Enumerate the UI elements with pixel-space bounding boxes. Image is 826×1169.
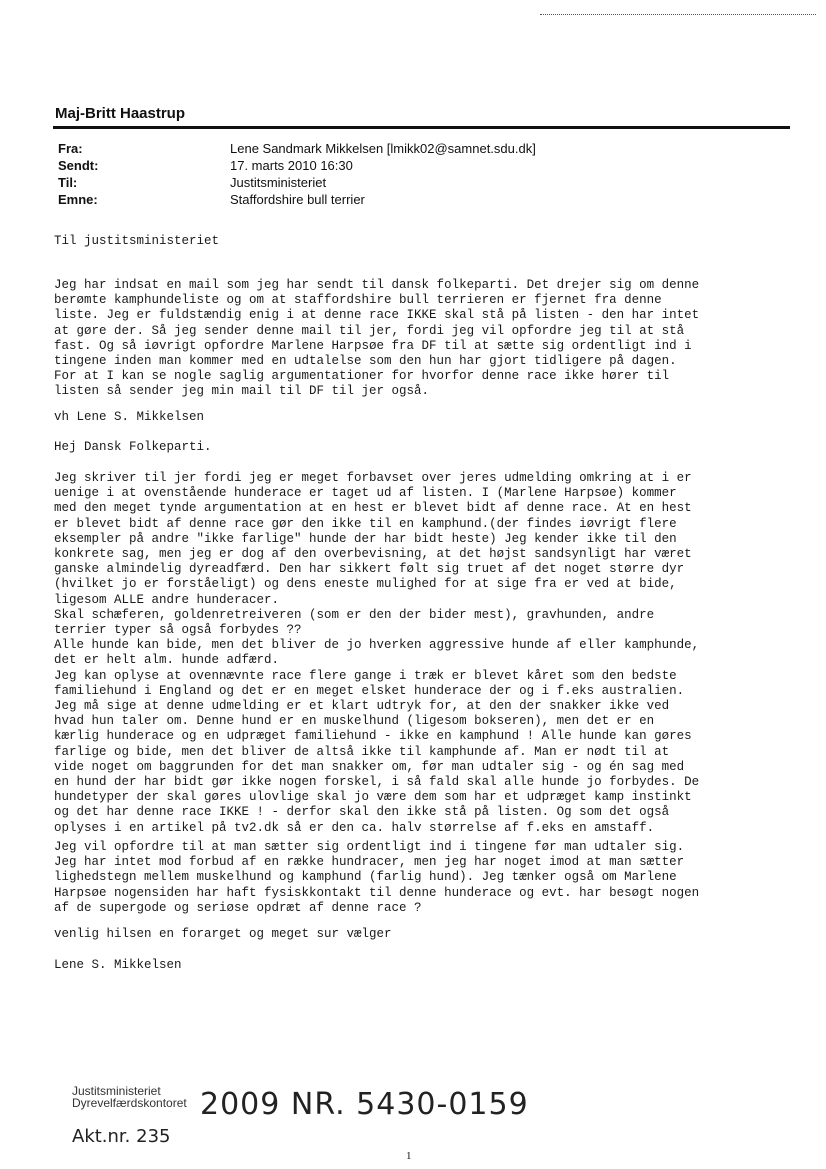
page-number: 1 [406,1150,412,1162]
case-number: 2009 NR. 5430-0159 [200,1087,529,1122]
greeting: Til justitsministeriet [54,234,220,248]
top-dotted-line [540,14,816,15]
subject-label: Emne: [58,192,98,207]
akt-number: Akt.nr. 235 [72,1126,171,1147]
to-label: Til: [58,175,78,190]
signoff: vh Lene S. Mikkelsen [54,410,205,424]
body-paragraph-2: Jeg skriver til jer fordi jeg er meget forbavset over jeres udmelding omkring at i er uenige i at ovenstående hunderace er taget ud af listen. I (Marlene Harpsøe) kommer med den meget tynde argumentation at en hest er blevet bidt af denne race. At en hest er blevet bidt af denne race gør den ikke til en kamphund.(der findes iøvrigt flere eksempler på andre "ikke farlige" hunde der har bidt heste) Jeg kender ikke til den konkrete sag, men jeg er dog af den overbevisning, at det højst sandsynligt har været ganske almindelig dyreadfærd. Den har sikkert følt sig truet af det noget større dyr (hvilket jo er forståeligt) og dens eneste mulighed for at sige fra er ved at bide, ligesom ALLE andre hunderacer. Skal schæferen, goldenretreiveren (som er den der bider mest), gravhunden, andre terrier typer så også forbydes ?? Alle hunde kan bide, men det bliver de jo hverken aggressive hunde af eller kamphunde, det er helt alm. hunde adfærd. Jeg kan oplyse at ovennævnte race flere gange i træk er blevet kåret som den bedste familiehund i England og det er en meget elsket hunderace der og i f.eks australien. Jeg må sige at denne udmelding er et klart udtryk for, at den der snakker ikke ved hvad hun taler om. Denne hund er en muskelhund (ligesom bokseren), men det er en kærlig hunderace og en udpræget familiehund - ikke en kamphund ! Alle hunde kan gøres farlige og bide, men det bliver de altså ikke til kamphunde af. Man er nødt til at vide noget om baggrunden for det man snakker om, før man udtaler sig - og én sag med en hund der har bidt gør ikke nogen forskel, i så fald skal alle hunde jo forbydes. De hundetyper der skal gøres ulovlige skal jo være dem som har et udpræget kamp instinkt og det har denne race IKKE ! - derfor skal den ikke stå på listen. Og som det også oplyses i en artikel på tv2.dk så er den ca. halv størrelse af f.eks en amstaff. [54,471,700,835]
body-paragraph-3: Jeg vil opfordre til at man sætter sig ordentligt ind i tingene før man udtaler sig. Jeg har intet mod forbud af en række hundracer, men jeg har noget imod at man sætter lighedstegn mellem muskelhund og kamphund (farlig hund). Jeg tænker også om Marlene Harpsøe nogensiden har haft fysiskkontakt til denne hunderace og evt. har besøgt nogen af de supergode og seriøse opdræt af denne race ? [54,840,700,915]
greeting-2: Hej Dansk Folkeparti. [54,440,212,454]
subject-value: Staffordshire bull terrier [230,192,365,207]
stamp-line-1: Justitsministeriet [72,1084,161,1098]
header-rule [53,126,790,129]
from-value: Lene Sandmark Mikkelsen [lmikk02@samnet.sdu.dk] [230,141,536,156]
ministry-stamp [72,1085,187,1109]
sender-name: Maj-Britt Haastrup [55,105,186,122]
body-paragraph-1: Jeg har indsat en mail som jeg har sendt til dansk folkeparti. Det drejer sig om denne berømte kamphundeliste og om at staffordshire bull terrieren er fjernet fra denne liste. Jeg er fuldstændig enig i at denne race IKKE skal stå på listen - den har intet at gøre der. Så jeg sender denne mail til jer, fordi jeg vil opfordre jeg til at stå fast. Og så iøvrigt opfordre Marlene Harpsøe fra DF til at sætte sig ordentligt ind i tingene inden man kommer med en udtalelse som den hun har gjort tidligere på dagen. For at I kan se nogle saglig argumentationer for hvorfor denne race ikke hører til listen så sender jeg min mail til DF til jer også. [54,278,700,399]
from-label: Fra: [58,141,83,156]
stamp-line-2: Dyrevelfærdskontoret [72,1096,187,1110]
closing: venlig hilsen en forarget og meget sur vælger [54,927,392,941]
signature: Lene S. Mikkelsen [54,958,182,972]
sent-value: 17. marts 2010 16:30 [230,158,353,173]
to-value: Justitsministeriet [230,175,327,190]
sent-label: Sendt: [58,158,99,173]
